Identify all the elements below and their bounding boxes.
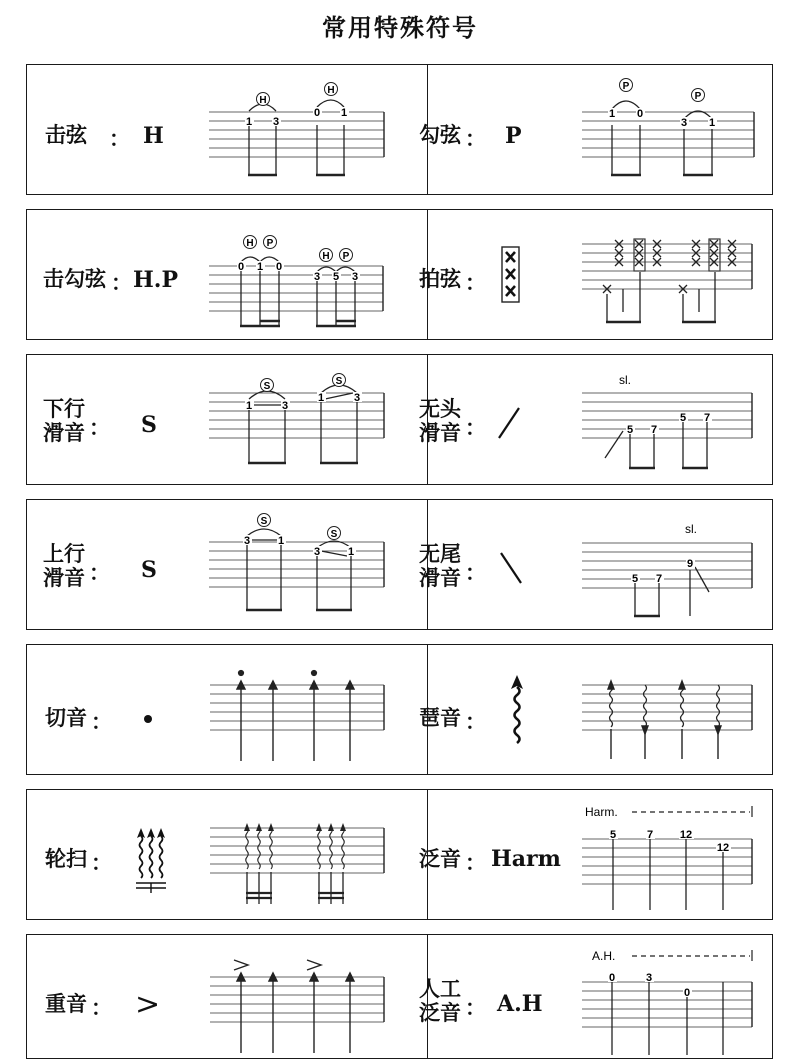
- symbol-row-2: [26, 209, 773, 340]
- technique-mark: H: [322, 251, 330, 262]
- technique-mark: H: [246, 238, 254, 249]
- tab-example: [582, 518, 757, 618]
- colon: ：: [465, 850, 486, 875]
- slap-symbol-icon: [501, 246, 521, 306]
- symbol-name: 无头 滑音: [419, 396, 461, 445]
- fret-number: 3: [645, 972, 653, 984]
- colon: ：: [465, 270, 486, 295]
- tab-example: [210, 957, 390, 1057]
- page-title: 常用特殊符号: [322, 13, 478, 42]
- cell-pull-off: [401, 65, 774, 194]
- cell-slide-up: [27, 500, 400, 629]
- colon: ：: [465, 560, 486, 585]
- symbol-mark: A.H: [497, 991, 543, 1017]
- tab-example: [582, 947, 760, 1059]
- cell-slap: [401, 210, 774, 339]
- fret-number: 3: [272, 116, 280, 128]
- symbol-name: 轮扫: [45, 846, 87, 871]
- colon: ：: [91, 995, 112, 1020]
- fret-number: 0: [608, 972, 616, 984]
- rasgueado-symbol-icon: [135, 828, 167, 898]
- cell-staccato: [27, 645, 400, 774]
- accent-symbol: >: [135, 987, 161, 1022]
- cell-arpeggio: [401, 645, 774, 774]
- fret-number: 5: [626, 424, 634, 436]
- cell-slide-out: [401, 500, 774, 629]
- technique-mark: S: [330, 529, 338, 540]
- tab-example: [582, 802, 760, 914]
- fret-number: 1: [245, 400, 253, 412]
- tab-example: [209, 371, 389, 471]
- cell-hammer-pull: [27, 210, 400, 339]
- staccato-dot-icon: [141, 712, 155, 726]
- cell-hammer-on: [27, 65, 400, 194]
- cell-slide-from-nowhere: [401, 355, 774, 484]
- fret-number: 1: [608, 108, 616, 120]
- slide-label: sl.: [619, 373, 631, 387]
- symbol-mark: H: [143, 123, 164, 149]
- symbol-name: 无尾 滑音: [419, 541, 461, 590]
- harmonic-label: Harm.: [585, 805, 618, 819]
- symbol-name: 切音: [45, 705, 87, 730]
- symbol-mark: S: [141, 557, 157, 583]
- symbol-name: 上行 滑音: [43, 541, 85, 590]
- fret-number: 7: [703, 412, 711, 424]
- colon: ：: [465, 415, 486, 440]
- technique-mark: P: [622, 81, 630, 92]
- colon: ：: [89, 415, 110, 440]
- tab-example: [210, 818, 390, 908]
- fret-number: 1: [317, 392, 325, 404]
- tab-example: [582, 371, 757, 471]
- symbol-row-4: [26, 499, 773, 630]
- fret-number: 1: [347, 546, 355, 558]
- technique-mark: P: [694, 91, 702, 102]
- cell-accent: [27, 935, 400, 1058]
- fret-number: 3: [313, 546, 321, 558]
- tab-example: [582, 238, 757, 328]
- symbol-row-3: [26, 354, 773, 485]
- fret-number: 1: [708, 117, 716, 129]
- symbol-mark: H.P: [133, 267, 178, 293]
- colon: ：: [91, 709, 112, 734]
- fret-number: 3: [680, 117, 688, 129]
- symbol-row-6: [26, 789, 773, 920]
- fret-number: 3: [313, 271, 321, 283]
- cell-slide-down: [27, 355, 400, 484]
- arpeggio-wavy-arrow-icon: [507, 675, 527, 755]
- technique-mark: S: [260, 516, 268, 527]
- fret-number: 12: [679, 829, 693, 841]
- symbol-mark: S: [141, 412, 157, 438]
- colon: ：: [465, 995, 486, 1020]
- fret-number: 12: [716, 842, 730, 854]
- colon: ：: [465, 709, 486, 734]
- fret-number: 5: [631, 573, 639, 585]
- fret-number: 1: [340, 107, 348, 119]
- colon: ：: [109, 126, 130, 151]
- symbol-name: 重音: [45, 991, 87, 1016]
- cell-harmonic: [401, 790, 774, 919]
- symbol-name: 击勾弦: [43, 266, 106, 291]
- fret-number: 3: [353, 392, 361, 404]
- tab-example: [209, 85, 389, 185]
- symbol-name: 勾弦: [419, 122, 461, 147]
- technique-mark: H: [327, 85, 335, 96]
- symbol-mark: P: [505, 123, 522, 149]
- colon: ：: [91, 850, 112, 875]
- fret-number: 7: [650, 424, 658, 436]
- tab-example: [210, 667, 390, 767]
- colon: ：: [111, 270, 132, 295]
- fret-number: 7: [655, 573, 663, 585]
- fret-number: 1: [245, 116, 253, 128]
- tab-example: [209, 512, 389, 616]
- cell-rasgueado: [27, 790, 400, 919]
- symbol-row-1: [26, 64, 773, 195]
- technique-mark: P: [342, 251, 350, 262]
- fret-number: 0: [683, 987, 691, 999]
- tab-example: [582, 79, 762, 183]
- slide-in-symbol-icon: [495, 405, 525, 441]
- harmonic-label: A.H.: [592, 949, 616, 963]
- symbol-name: 击弦: [45, 122, 87, 147]
- technique-mark: S: [335, 376, 343, 387]
- fret-number: 0: [275, 261, 283, 273]
- fret-number: 0: [237, 261, 245, 273]
- technique-mark: S: [263, 381, 271, 392]
- fret-number: 9: [686, 558, 694, 570]
- fret-number: 1: [256, 261, 264, 273]
- colon: ：: [465, 126, 486, 151]
- fret-number: 5: [679, 412, 687, 424]
- symbol-row-7: [26, 934, 773, 1059]
- symbol-name: 泛音: [419, 846, 461, 871]
- symbol-name: 琶音: [419, 705, 461, 730]
- fret-number: 7: [646, 829, 654, 841]
- symbol-name: 人工 泛音: [419, 976, 461, 1025]
- symbol-mark: Harm: [491, 846, 561, 872]
- cell-artificial-harmonic: [401, 935, 774, 1058]
- tab-example: [209, 222, 389, 332]
- fret-number: 5: [609, 829, 617, 841]
- symbol-name: 下行 滑音: [43, 396, 85, 445]
- symbol-row-5: [26, 644, 773, 775]
- fret-number: 1: [277, 535, 285, 547]
- fret-number: 0: [313, 107, 321, 119]
- slide-out-symbol-icon: [497, 550, 527, 586]
- colon: ：: [89, 560, 110, 585]
- slide-label: sl.: [685, 522, 697, 536]
- fret-number: 3: [351, 271, 359, 283]
- symbol-name: 拍弦: [419, 266, 461, 291]
- fret-number: 3: [243, 535, 251, 547]
- technique-mark: H: [259, 95, 267, 106]
- technique-mark: P: [266, 238, 274, 249]
- fret-number: 0: [636, 108, 644, 120]
- fret-number: 3: [281, 400, 289, 412]
- tab-example: [582, 667, 757, 767]
- fret-number: 5: [332, 271, 340, 283]
